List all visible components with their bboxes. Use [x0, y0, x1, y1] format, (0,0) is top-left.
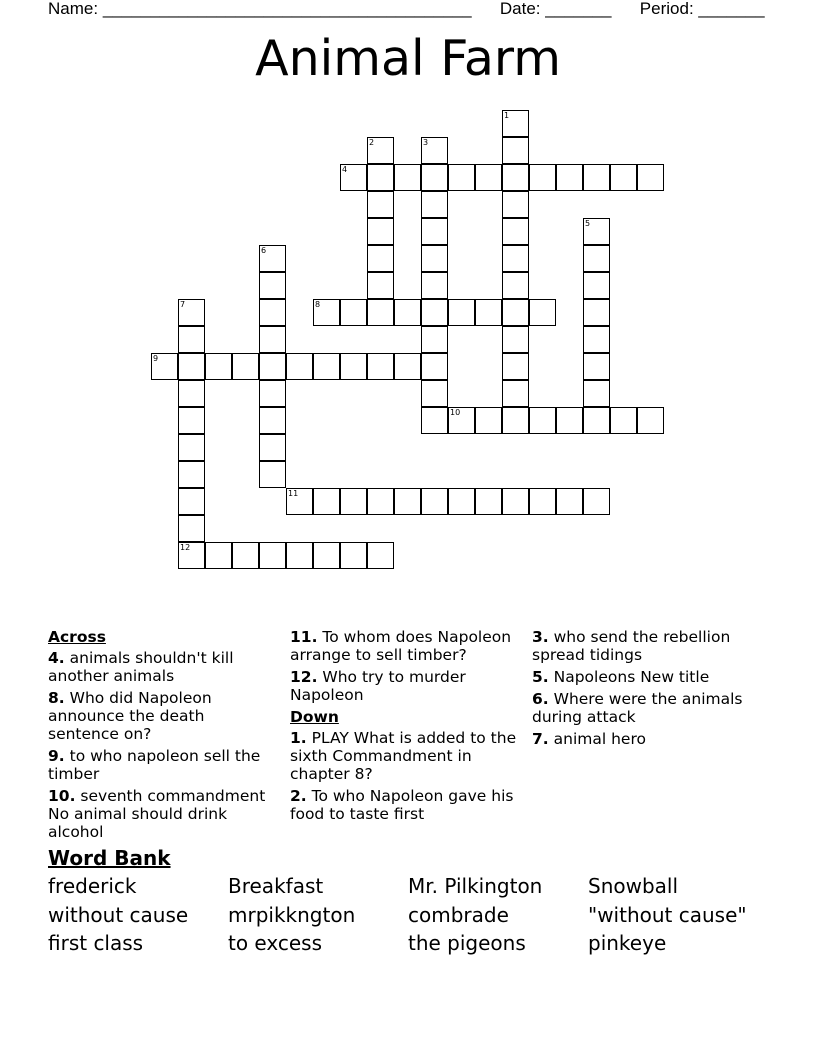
crossword-cell[interactable]	[178, 407, 205, 434]
crossword-cell[interactable]	[583, 353, 610, 380]
crossword-cell[interactable]	[205, 353, 232, 380]
crossword-cell[interactable]	[502, 488, 529, 515]
word-bank-item: combrade	[408, 903, 509, 927]
crossword-cell[interactable]	[367, 542, 394, 569]
page-title: Animal Farm	[255, 30, 561, 87]
clue-down-1: 1. PLAY What is added to the sixth Commandment in chapter 8?	[290, 729, 517, 783]
crossword-cell[interactable]	[529, 407, 556, 434]
crossword-cell[interactable]	[475, 299, 502, 326]
crossword-cell[interactable]	[529, 299, 556, 326]
crossword-cell[interactable]	[583, 245, 610, 272]
crossword-cell[interactable]	[259, 434, 286, 461]
crossword-cell[interactable]	[340, 353, 367, 380]
clue-number: 2	[369, 138, 375, 147]
crossword-cell[interactable]	[367, 218, 394, 245]
crossword-cell[interactable]	[556, 164, 583, 191]
clue-across-4: 4. animals shouldn't kill another animals	[48, 649, 234, 685]
crossword-cell[interactable]	[367, 137, 394, 164]
clue-number: 6	[261, 246, 267, 255]
crossword-cell[interactable]	[637, 407, 664, 434]
word-bank-item: without cause	[48, 903, 189, 927]
crossword-cell[interactable]	[178, 542, 205, 569]
crossword-cell[interactable]	[367, 488, 394, 515]
crossword-cell[interactable]	[259, 272, 286, 299]
crossword-cell[interactable]	[259, 461, 286, 488]
clue-across-12: 12. Who try to murder Napoleon	[290, 668, 466, 704]
crossword-cell[interactable]	[502, 191, 529, 218]
crossword-cell[interactable]	[286, 353, 313, 380]
crossword-cell[interactable]	[502, 353, 529, 380]
word-bank-title: Word Bank	[48, 846, 171, 870]
date-label: Date:	[499, 0, 541, 18]
crossword-cell[interactable]	[583, 218, 610, 245]
crossword-cell[interactable]	[259, 542, 286, 569]
crossword-cell[interactable]	[313, 488, 340, 515]
down-heading: Down	[290, 708, 339, 726]
crossword-cell[interactable]	[259, 299, 286, 326]
crossword-cell[interactable]	[529, 164, 556, 191]
name-blank[interactable]: _______________________________________	[102, 0, 472, 18]
crossword-cell[interactable]	[502, 218, 529, 245]
crossword-cell[interactable]	[502, 245, 529, 272]
clues-column-1	[48, 628, 278, 845]
word-bank-item: "without cause"	[588, 903, 747, 927]
crossword-cell[interactable]	[259, 326, 286, 353]
word-bank-item: frederick	[48, 874, 137, 898]
clue-number: 3	[423, 138, 429, 147]
crossword-cell[interactable]	[178, 353, 205, 380]
clue-down-2: 2. To who Napoleon gave his food to taste first	[290, 787, 514, 823]
clue-number: 4	[342, 165, 348, 174]
crossword-cell[interactable]	[556, 407, 583, 434]
crossword-cell[interactable]	[151, 353, 178, 380]
crossword-cell[interactable]	[259, 407, 286, 434]
crossword-cell[interactable]	[421, 245, 448, 272]
crossword-cell[interactable]	[448, 299, 475, 326]
crossword-cell[interactable]	[448, 488, 475, 515]
crossword-cell[interactable]	[583, 380, 610, 407]
crossword-cell[interactable]	[583, 272, 610, 299]
crossword-cell[interactable]	[637, 164, 664, 191]
crossword-cell[interactable]	[583, 488, 610, 515]
crossword-cell[interactable]	[475, 164, 502, 191]
crossword-cell[interactable]	[394, 353, 421, 380]
clue-across-9: 9. to who napoleon sell the timber	[48, 747, 261, 783]
crossword-cell[interactable]	[178, 299, 205, 326]
crossword-cell[interactable]	[367, 191, 394, 218]
crossword-cell[interactable]	[448, 164, 475, 191]
crossword-cell[interactable]	[421, 353, 448, 380]
crossword-cell[interactable]	[367, 353, 394, 380]
period-label: Period:	[639, 0, 694, 18]
clue-number: 12	[180, 543, 191, 552]
crossword-cell[interactable]	[421, 191, 448, 218]
crossword-cell[interactable]	[421, 488, 448, 515]
word-bank-item: pinkeye	[588, 931, 667, 955]
crossword-cell[interactable]	[178, 326, 205, 353]
crossword-cell[interactable]	[475, 488, 502, 515]
crossword-cell[interactable]	[583, 326, 610, 353]
crossword-cell[interactable]	[340, 488, 367, 515]
across-heading: Across	[48, 628, 106, 646]
clue-number: 1	[504, 111, 510, 120]
crossword-cell[interactable]	[286, 488, 313, 515]
crossword-cell[interactable]	[556, 488, 583, 515]
crossword-cell[interactable]	[178, 461, 205, 488]
crossword-cell[interactable]	[502, 164, 529, 191]
period-blank[interactable]: _______	[698, 0, 765, 18]
crossword-cell[interactable]	[259, 353, 286, 380]
clue-down-3: 3. who send the rebellion spread tidings	[532, 628, 731, 664]
crossword-cell[interactable]	[583, 164, 610, 191]
crossword-cell[interactable]	[529, 488, 556, 515]
crossword-cell[interactable]	[394, 299, 421, 326]
clue-number: 7	[180, 300, 186, 309]
crossword-cell[interactable]	[259, 380, 286, 407]
crossword-cell[interactable]	[313, 542, 340, 569]
crossword-cell[interactable]	[421, 137, 448, 164]
clue-across-8: 8. Who did Napoleon announce the death sentence on?	[48, 689, 212, 743]
crossword-cell[interactable]	[502, 380, 529, 407]
word-bank-item: Mr. Pilkington	[408, 874, 543, 898]
clues-column-2	[290, 628, 522, 827]
crossword-cell[interactable]	[394, 488, 421, 515]
crossword-cell[interactable]	[232, 353, 259, 380]
word-bank-item: Breakfast	[228, 874, 324, 898]
crossword-cell[interactable]	[421, 380, 448, 407]
crossword-cell[interactable]	[178, 488, 205, 515]
clue-number: 5	[585, 219, 591, 228]
crossword-cell[interactable]	[394, 164, 421, 191]
crossword-cell[interactable]	[502, 137, 529, 164]
crossword-cell[interactable]	[421, 326, 448, 353]
date-blank[interactable]: _______	[545, 0, 612, 18]
crossword-cell[interactable]	[583, 299, 610, 326]
clue-across-10: 10. seventh commandment No animal should drink alcohol	[48, 787, 266, 841]
crossword-cell[interactable]	[610, 407, 637, 434]
word-bank-item: the pigeons	[408, 931, 526, 955]
word-bank-item: Snowball	[588, 874, 679, 898]
crossword-cell[interactable]	[286, 542, 313, 569]
crossword-cell[interactable]	[475, 407, 502, 434]
clue-down-7: 7. animal hero	[532, 730, 646, 748]
crossword-cell[interactable]	[421, 272, 448, 299]
crossword-cell[interactable]	[178, 380, 205, 407]
clue-down-6: 6. Where were the animals during attack	[532, 690, 743, 726]
clue-down-5: 5. Napoleons New title	[532, 668, 710, 686]
crossword-cell[interactable]	[610, 164, 637, 191]
crossword-cell[interactable]	[421, 407, 448, 434]
crossword-cell[interactable]	[367, 245, 394, 272]
crossword-cell[interactable]	[502, 299, 529, 326]
clue-number: 9	[153, 354, 159, 363]
clue-number: 8	[315, 300, 321, 309]
word-bank-item: mrpikkngton	[228, 903, 356, 927]
crossword-cell[interactable]	[340, 164, 367, 191]
crossword-cell[interactable]	[367, 272, 394, 299]
crossword-cell[interactable]	[421, 218, 448, 245]
clues-column-3	[532, 628, 772, 752]
crossword-cell[interactable]	[313, 299, 340, 326]
word-bank-item: first class	[48, 931, 144, 955]
clue-number: 11	[288, 489, 299, 498]
crossword-cell[interactable]	[205, 542, 232, 569]
crossword-cell[interactable]	[367, 164, 394, 191]
word-bank-item: to excess	[228, 931, 323, 955]
crossword-cell[interactable]	[232, 542, 259, 569]
crossword-cell[interactable]	[340, 299, 367, 326]
crossword-cell[interactable]	[340, 542, 367, 569]
crossword-cell[interactable]	[502, 272, 529, 299]
crossword-cell[interactable]	[421, 299, 448, 326]
crossword-cell[interactable]	[259, 245, 286, 272]
crossword-cell[interactable]	[583, 407, 610, 434]
crossword-cell[interactable]	[421, 164, 448, 191]
crossword-cell[interactable]	[502, 407, 529, 434]
crossword-cell[interactable]	[178, 434, 205, 461]
crossword-cell[interactable]	[448, 407, 475, 434]
crossword-cell[interactable]	[313, 353, 340, 380]
crossword-cell[interactable]	[367, 299, 394, 326]
crossword-cell[interactable]	[502, 326, 529, 353]
clue-number: 10	[450, 408, 461, 417]
clue-across-11: 11. To whom does Napoleon arrange to sell timber?	[290, 628, 512, 664]
crossword-cell[interactable]	[178, 515, 205, 542]
crossword-cell[interactable]	[502, 110, 529, 137]
name-label: Name:	[48, 0, 99, 18]
